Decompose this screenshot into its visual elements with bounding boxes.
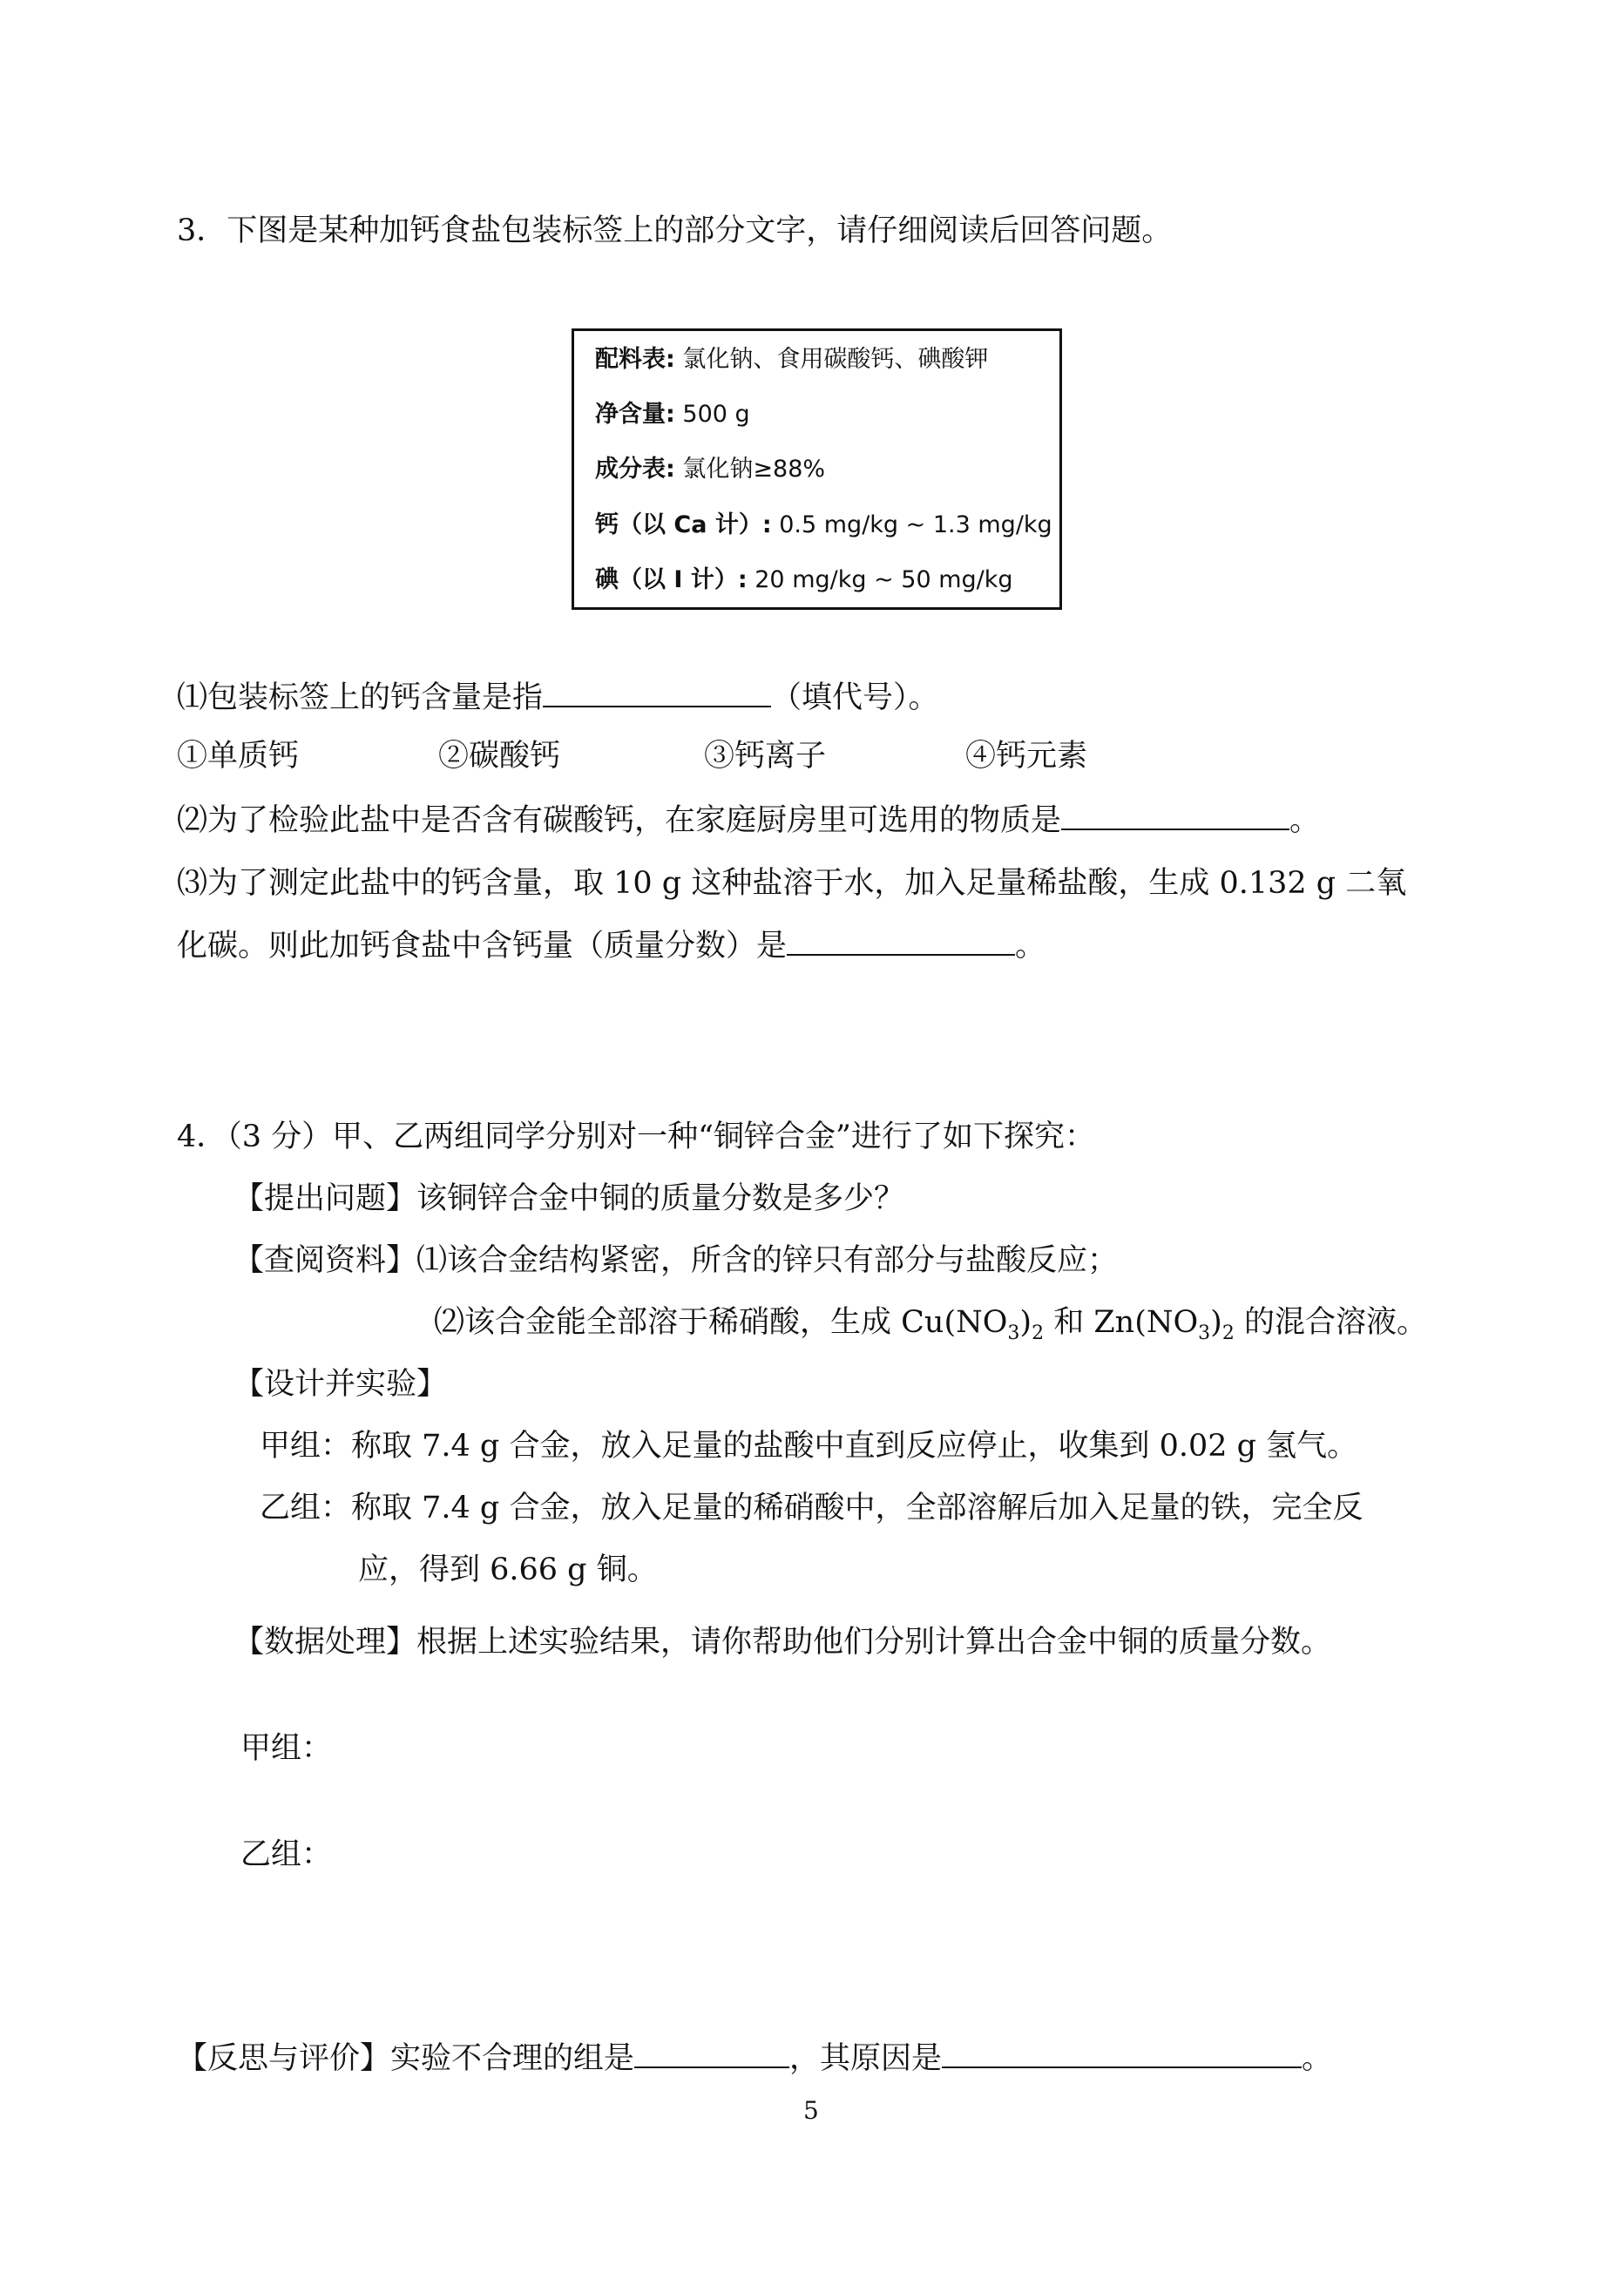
answer-blank-1[interactable] bbox=[543, 680, 771, 707]
q4-question: 【提出问题】该铜锌合金中铜的质量分数是多少？ bbox=[233, 1181, 905, 1216]
q4-answer-b: 乙组： bbox=[240, 1837, 333, 1872]
q3-part3-line1: ⑶为了测定此盐中的钙含量，取 10 g 这种盐溶于水，加入足量稀盐酸，生成 0.132 g 二氧 bbox=[177, 866, 1407, 901]
answer-blank-3[interactable] bbox=[787, 928, 1015, 956]
q3-title: 3．下图是某种加钙食盐包装标签上的部分文字，请仔细阅读后回答问题。 bbox=[177, 213, 1173, 248]
answer-blank-5[interactable] bbox=[942, 2040, 1302, 2068]
q4-info1: 【查阅资料】⑴该合金结构紧密，所含的锌只有部分与盐酸反应； bbox=[233, 1243, 1119, 1278]
label-row-calcium: 钙（以 Ca 计）: 0.5 mg/kg ~ 1.3 mg/kg bbox=[595, 511, 1052, 538]
q3-part3-line2: 化碳。则此加钙食盐中含钙量（质量分数）是 。 bbox=[177, 929, 1046, 964]
q3-part2: ⑵为了检验此盐中是否含有碳酸钙，在家庭厨房里可选用的物质是 。 bbox=[177, 803, 1321, 838]
q4-info2: ⑵该合金能全部溶于稀硝酸，生成 $Cu(NO_3)_2$ 和 $Zn(NO_3)_2$ 的混合溶液。 bbox=[434, 1305, 1427, 1344]
label-row-ingredients: 配料表: 氯化钠、食用碳酸钙、碘酸钾 bbox=[595, 346, 989, 373]
label-row-net-weight: 净含量: 500 g bbox=[595, 401, 750, 428]
option-4: ④钙元素 bbox=[965, 739, 1088, 774]
q4-group-a: 甲组：称取 7.4 g 合金，放入足量的盐酸中直到反应停止，收集到 0.02 g 氢气。 bbox=[260, 1429, 1358, 1464]
q4-group-b-line2: 应，得到 6.66 g 铜。 bbox=[358, 1552, 658, 1587]
option-1: ①单质钙 bbox=[177, 739, 300, 774]
option-3: ③钙离子 bbox=[704, 739, 827, 774]
q4-data-processing: 【数据处理】根据上述实验结果，请你帮助他们分别计算出合金中铜的质量分数。 bbox=[233, 1625, 1332, 1660]
salt-label-box bbox=[572, 328, 1062, 610]
q3-part1: ⑴包装标签上的钙含量是指 （填代号）。 bbox=[177, 680, 939, 715]
page-number: 5 bbox=[803, 2096, 819, 2125]
option-2: ②碳酸钙 bbox=[438, 739, 561, 774]
label-row-iodine: 碘（以 I 计）: 20 mg/kg ~ 50 mg/kg bbox=[595, 566, 1013, 593]
q4-answer-a: 甲组： bbox=[240, 1731, 333, 1766]
q4-title: 4．（3 分）甲、乙两组同学分别对一种“铜锌合金”进行了如下探究： bbox=[177, 1119, 1095, 1154]
answer-blank-2[interactable] bbox=[1061, 802, 1289, 830]
q4-group-b-line1: 乙组：称取 7.4 g 合金，放入足量的稀硝酸中，全部溶解后加入足量的铁，完全反 bbox=[260, 1491, 1363, 1525]
q4-reflection: 【反思与评价】实验不合理的组是 ，其原因是 。 bbox=[177, 2041, 1333, 2076]
q4-design: 【设计并实验】 bbox=[233, 1367, 448, 1402]
answer-blank-4[interactable] bbox=[634, 2040, 789, 2068]
label-row-composition: 成分表: 氯化钠≥88% bbox=[595, 456, 826, 483]
